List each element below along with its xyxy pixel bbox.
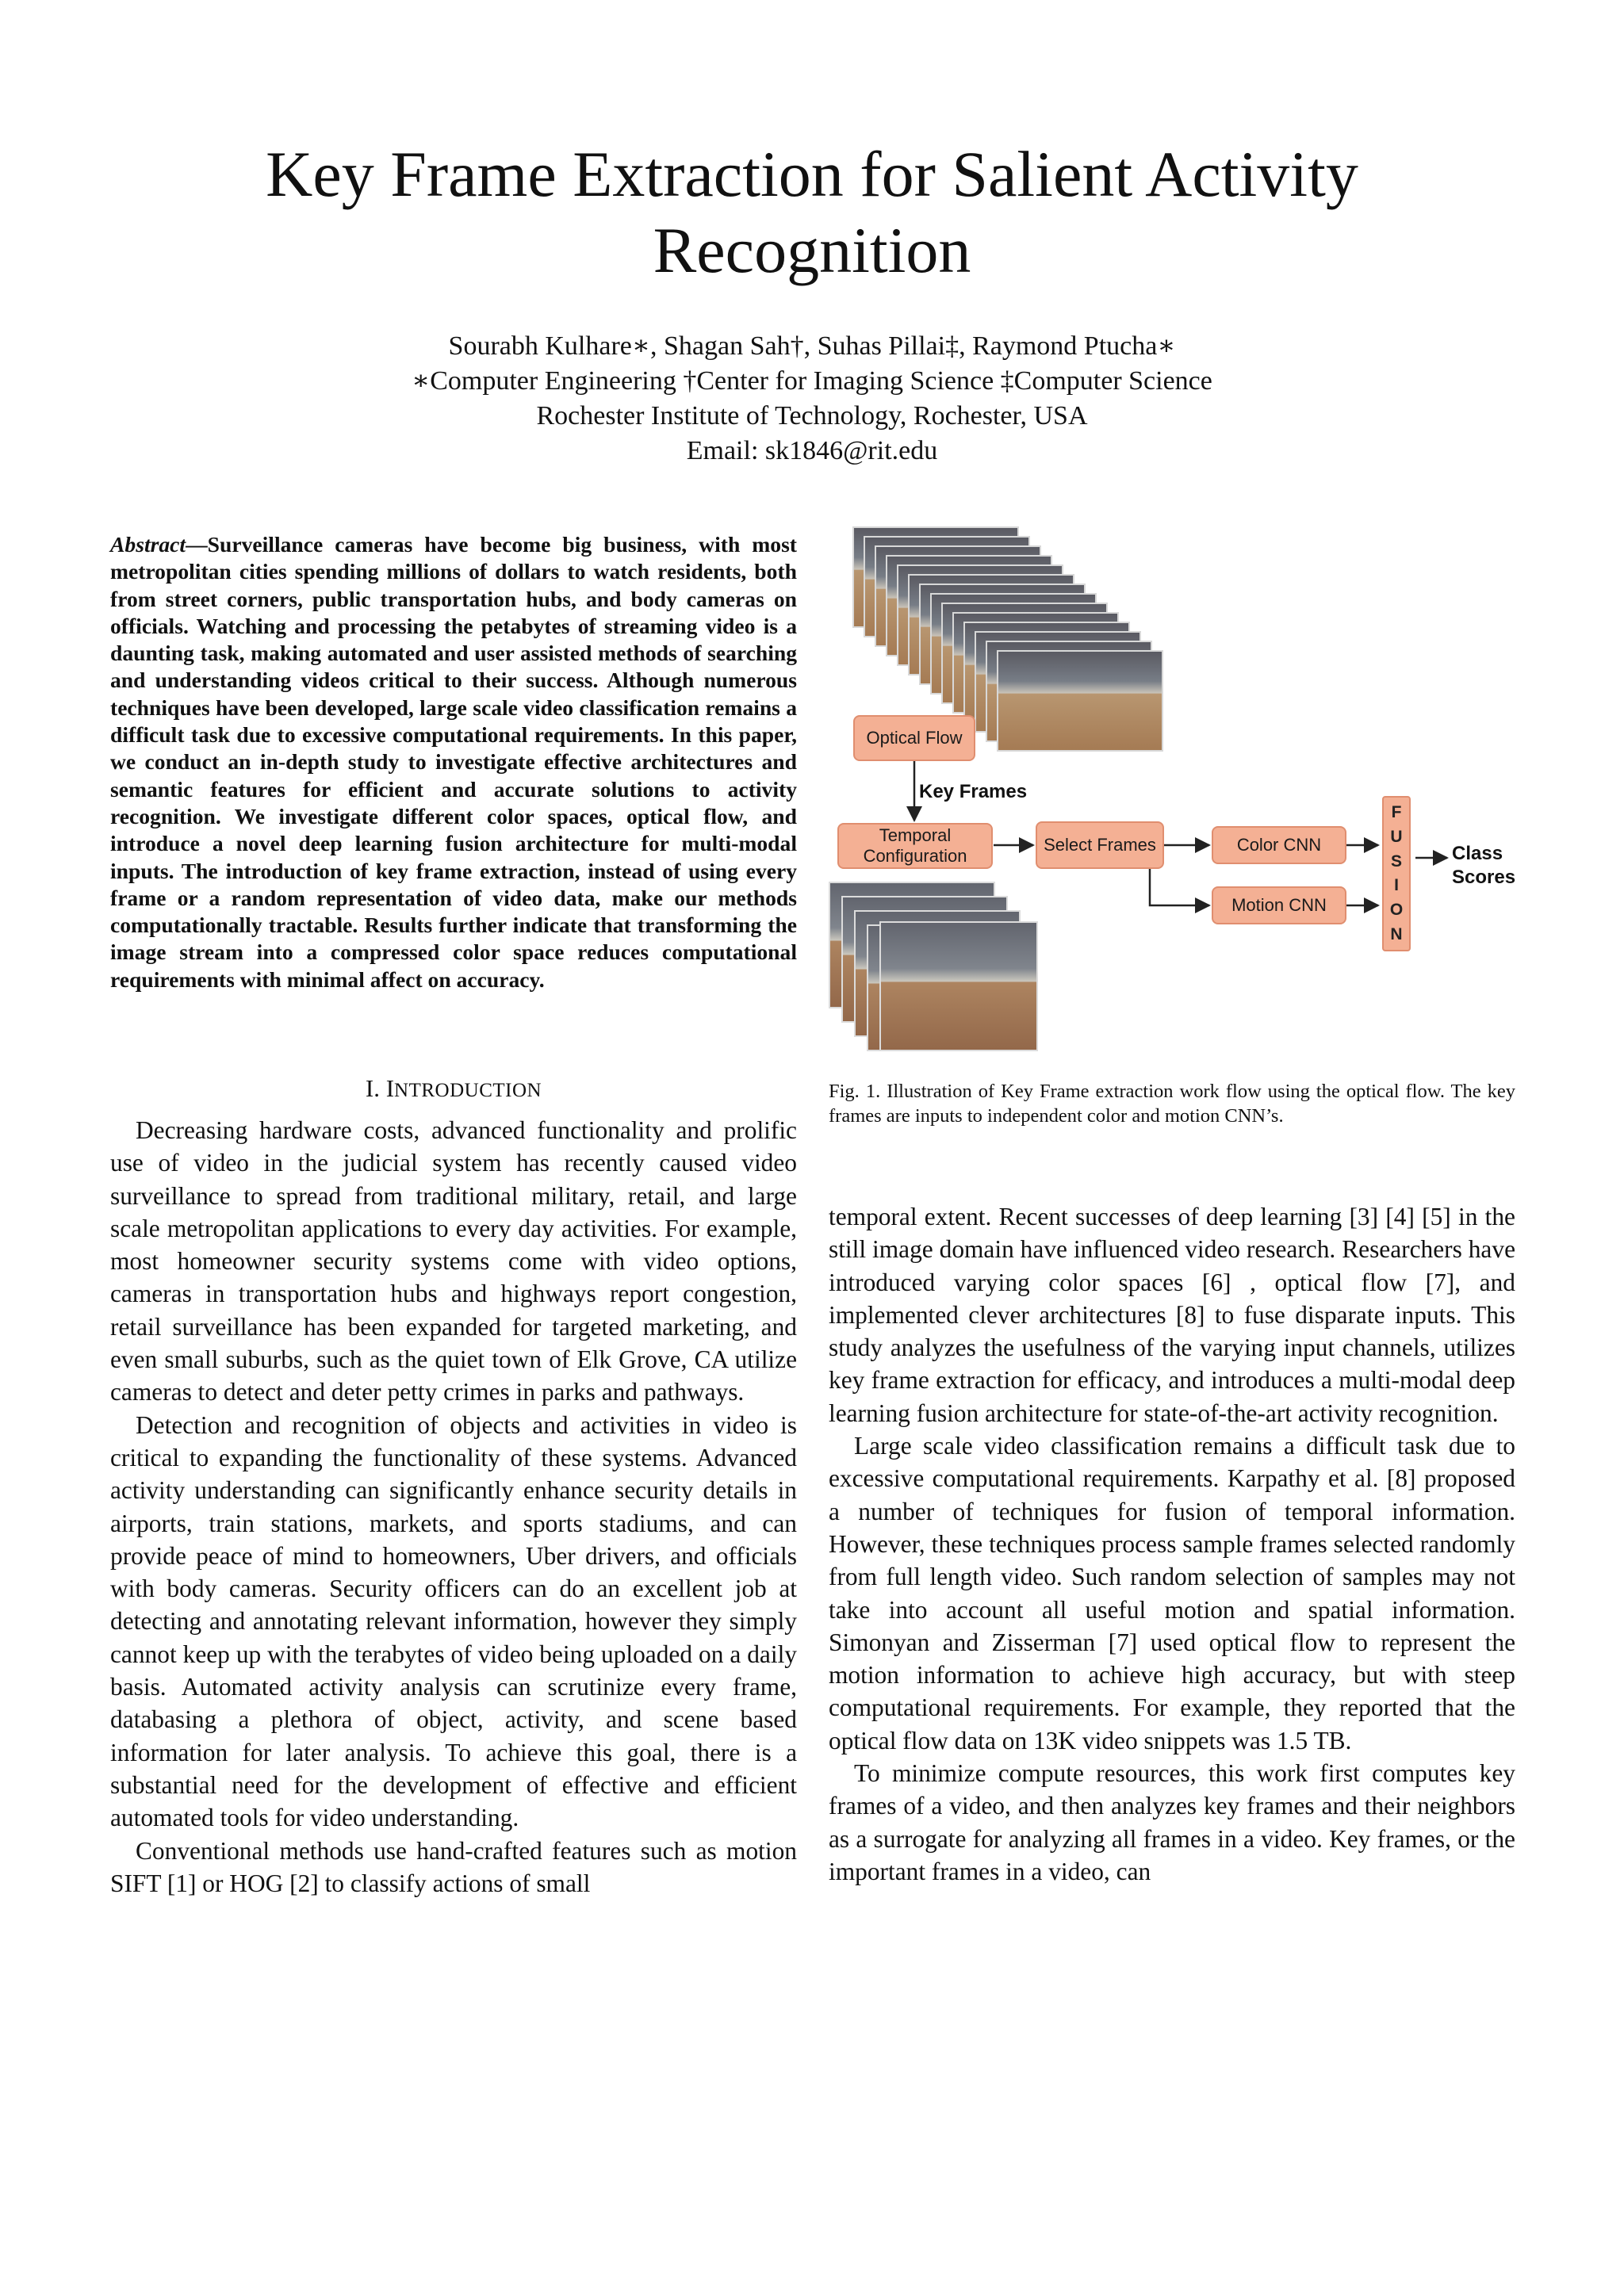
section-initial: I — [385, 1074, 395, 1102]
left-column — [110, 1114, 797, 1900]
affiliation-institution: Rochester Institute of Technology, Rochester, USA — [536, 401, 1088, 430]
section-number: I. — [365, 1074, 380, 1102]
fusion-letter: U — [1390, 827, 1403, 846]
motion-cnn-box: Motion CNN — [1212, 886, 1346, 924]
paragraph: Decreasing hardware costs, advanced functionality and prolific use of video in the judicial system has recently caused video surveillance to spread from traditional military, retail, and large scale metropolitan applications to every day activities. For example, most homeowner security systems come with video options, cameras in transportation hubs and highways report congestion, retail surveillance has been expanded for targeted marketing, and even small suburbs, such as the quiet town of Elk Grove, CA utilize cameras to detect and deter petty crimes in parks and pathways. — [110, 1116, 797, 1406]
affiliation-departments: ∗Computer Engineering †Center for Imaging Science ‡Computer Science — [412, 366, 1212, 396]
contact-email: Email: sk1846@rit.edu — [686, 436, 938, 465]
key-frames-label: Key Frames — [919, 781, 1028, 802]
class-scores-label: Class Scores — [1452, 843, 1516, 888]
paragraph: Conventional methods use hand-crafted features such as motion SIFT [1] or HOG [2] to classify actions of small — [110, 1836, 797, 1897]
abstract-label: Abstract — [110, 532, 186, 557]
figure-1 — [829, 523, 1526, 1054]
section-heading-introduction — [110, 1073, 797, 1107]
paragraph: Detection and recognition of objects and activities in video is critical to expanding the functionality of these systems. Advanced activity understanding can significantly enhance security details in airports, train stations, markets, and sports stadiums, and can provide peace of mind to homeowners, Uber drivers, and officials with body cameras. Security officers can do an excellent job at detecting and annotating relevant information, however they simply cannot keep up with the terabytes of video being uploaded on a daily basis. Automated activity analysis can scrutinize every frame, databasing a plethora of object, activity, and scene based information for later analysis. To achieve this goal, there is a substantial need for the development of effective and efficient automated tools for video understanding. — [110, 1410, 797, 1832]
paragraph: Large scale video classification remains a difficult task due to excessive computational requirements. Karpathy et al. [8] proposed a number of techniques for fusion of temporal information. However, these techniques process sample frames selected randomly from full length video. Such random selection of samples may not take into account all useful motion and spatial information. Simonyan and Zisserman [7] used optical flow to represent the motion information to achieve high accuracy, but with steep computational requirements. For example, they reported that the optical flow data on 13K video snippets was 1.5 TB. — [829, 1432, 1515, 1755]
fusion-box — [1382, 796, 1411, 951]
author-list: Sourabh Kulhare∗, Shagan Sah†, Suhas Pillai‡, Raymond Ptucha∗ — [448, 331, 1176, 361]
fusion-letter: S — [1390, 851, 1402, 871]
title-line-1: Key Frame Extraction for Salient Activity — [266, 138, 1358, 210]
abstract-text: —Surveillance cameras have become big business, with most metropolitan cities spending millions of dollars to watch residents, both from street corners, public transportation hubs, and body cameras on officials. Watching and processing the petabytes of streaming video is a daunting task, making automated and user assisted methods of searching and understanding videos critical to their success. Although numerous techniques have been developed, large scale video classification remains a difficult task due to excessive computational requirements. In this paper, we conduct an in-depth study to investigate effective architectures and semantic features for efficient and accurate solutions to activity recognition. We investigate different color spaces, optical flow, and introduce a novel deep learning fusion architecture for multi-modal inputs. The introduction of key frame extraction, instead of using every frame or a random representation of video data, make our methods computationally tractable. Results further indicate that transforming the image stream into a compressed color space reduces computational requirements with minimal affect on accuracy. — [110, 532, 797, 992]
title-line-2: Recognition — [653, 214, 971, 286]
color-cnn-box: Color CNN — [1212, 826, 1346, 864]
paragraph: temporal extent. Recent successes of deep learning [3] [4] [5] in the still image domain have influenced video research. Researchers have introduced varying color spaces [6] , optical flow [7], and implemented clever architectures [8] to fuse disparate inputs. This study analyzes the usefulness of the varying input channels, utilizes key frame extraction for efficacy, and introduces a multi-modal deep learning fusion architecture for state-of-the-art activity recognition. — [829, 1203, 1515, 1427]
fusion-letter: F — [1391, 803, 1402, 822]
paragraph: To minimize compute resources, this work first computes key frames of a video, and then analyzes key frames and their neighbors as a surrogate for analyzing all frames in a video. Key frames, or the important frames in a video, can — [829, 1759, 1515, 1885]
temporal-configuration-box: Temporal Configuration — [837, 823, 993, 869]
fusion-letter: N — [1390, 924, 1403, 943]
section-title-rest: NTRODUCTION — [394, 1080, 542, 1101]
arrow-select-to-motion — [1150, 867, 1209, 905]
right-column — [829, 1200, 1515, 1888]
figure-caption: Fig. 1. Illustration of Key Frame extraction work flow using the optical flow. The key frames are inputs to independent color and motion CNN’s. — [829, 1081, 1515, 1127]
fusion-letter: I — [1394, 876, 1399, 895]
abstract — [110, 531, 797, 993]
fusion-letter: O — [1389, 900, 1404, 919]
optical-flow-box: Optical Flow — [853, 715, 975, 761]
paper-title — [159, 136, 1465, 289]
select-frames-box: Select Frames — [1036, 821, 1164, 869]
